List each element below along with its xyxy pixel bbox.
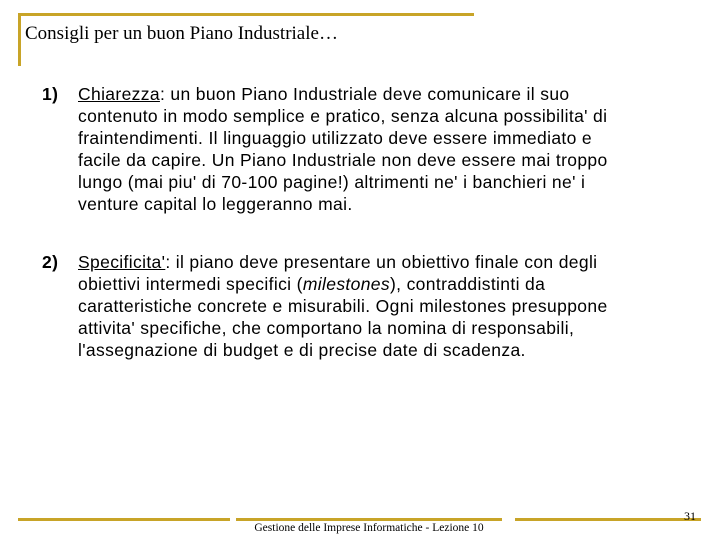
item-line: [78, 83, 682, 105]
item-line: fraintendimenti. Il linguaggio utilizzato deve essere immediato e: [78, 128, 592, 148]
footer-rule-right: [515, 518, 701, 521]
item-number: 2): [42, 252, 59, 272]
item-text: il piano deve presentare un obiettivo finale con degli: [170, 252, 598, 272]
footer-text: Gestione delle Imprese Informatiche - Lezione 10: [254, 522, 484, 534]
item-line: venture capital lo leggeranno mai.: [78, 194, 353, 214]
title-left-rule: [18, 14, 21, 66]
item-line: [78, 273, 682, 295]
slide-title: Consigli per un buon Piano Industriale…: [25, 23, 338, 44]
item-number: 1): [42, 84, 59, 104]
item-line: attivita' specifiche, che comportano la nomina di responsabili,: [78, 318, 575, 338]
item-keyword-suffix: :: [165, 252, 171, 272]
item-line: lungo (mai piu' di 70-100 pagine!) altrimenti ne' i banchieri ne' i: [78, 172, 586, 192]
footer-rule-center: [236, 518, 502, 521]
item-body: [78, 83, 682, 215]
item-line: contenuto in modo semplice e pratico, senza alcuna possibilita' di: [78, 106, 608, 126]
footer-rule-left: [18, 518, 230, 521]
item-line: [78, 251, 682, 273]
item-text: obiettivi intermedi specifici (: [78, 274, 303, 294]
item-line: caratteristiche concrete e misurabili. Ogni milestones presuppone: [78, 296, 608, 316]
item-text: ), contraddistinti da: [389, 274, 546, 294]
item-body: [78, 251, 682, 361]
item-keyword: Specificita': [78, 252, 166, 272]
item-keyword-suffix: :: [159, 84, 166, 104]
item-line: l'assegnazione di budget e di precise date di scadenza.: [78, 340, 526, 360]
page-number: 31: [684, 509, 696, 523]
item-keyword: Chiarezza: [78, 84, 160, 104]
title-top-rule: [18, 13, 474, 16]
item-italic-term: milestones: [302, 274, 390, 294]
item-text: un buon Piano Industriale deve comunicare il suo: [165, 84, 570, 104]
item-line: facile da capire. Un Piano Industriale non deve essere mai troppo: [78, 150, 608, 170]
